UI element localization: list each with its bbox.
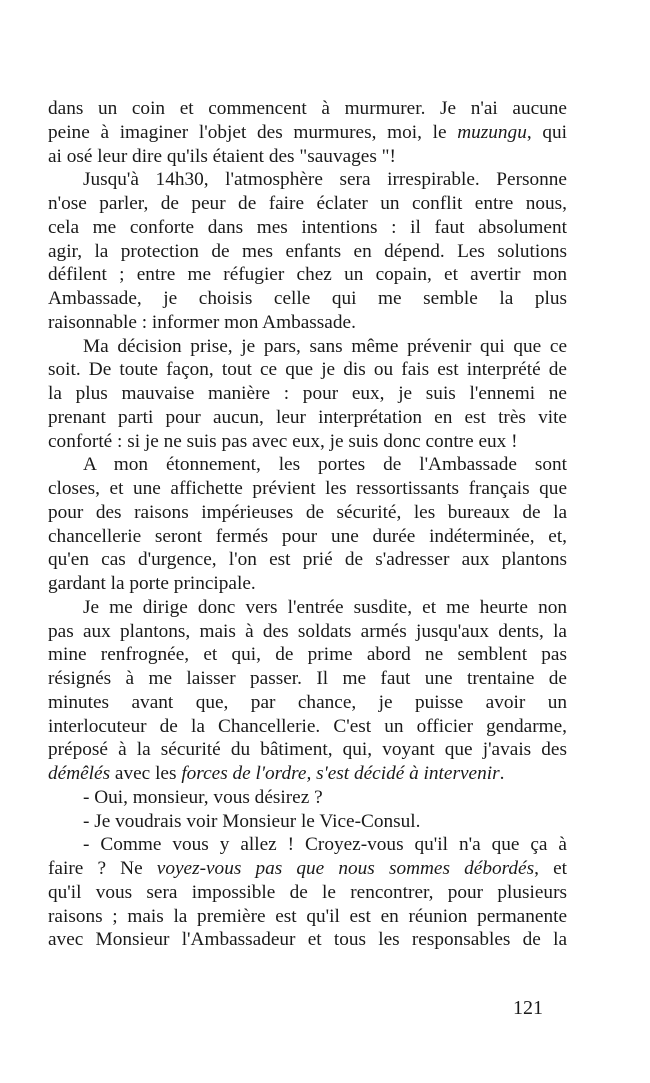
line-content: - Je voudrais voir Monsieur le Vice-Consul. [83,810,421,832]
text-line [48,620,567,644]
paragraph [48,168,567,334]
line-content: démêlés avec les forces de l'ordre, s'est décidé à intervenir. [48,763,505,784]
line-content: A mon étonnement, les portes de l'Ambassade sont [83,454,567,476]
text-line [48,477,567,501]
text-line [48,192,567,216]
line-content: qu'en cas d'urgence, l'on est prié de s'adresser aux plantons [48,549,567,571]
text-line [48,738,567,762]
text-line [48,501,567,525]
line-content: ai osé leur dire qu'ils étaient des "sauvages "! [48,145,396,167]
text-line [48,430,567,454]
text-line [48,382,567,406]
paragraph [48,810,567,834]
line-content: peine à imaginer l'objet des murmures, moi, le muzungu, qui [48,121,567,143]
text-line [48,121,567,145]
line-content: interlocuteur de la Chancellerie. C'est un officier gendarme, [48,715,567,737]
italic-text: voyez-vous pas que nous sommes débordés [156,858,535,879]
paragraph [48,596,567,786]
text-line [48,240,567,264]
text-line [48,643,567,667]
text-line [48,786,567,810]
text-line [48,881,567,905]
line-content: n'ose parler, de peur de faire éclater un conflit entre nous, [48,193,567,214]
text-line [48,97,567,121]
text-line [48,525,567,549]
line-content: dans un coin et commencent à murmurer. Je n'ai aucune [48,98,567,119]
line-content: qu'il vous sera impossible de le rencontrer, pour plusieurs [48,881,567,903]
paragraph [48,335,567,454]
line-content: chancellerie seront fermés pour une durée indéterminée, et, [48,525,567,547]
text-line [48,715,567,739]
text-line [48,548,567,572]
text-line [48,145,567,169]
text-line [48,667,567,691]
text-line [48,216,567,240]
italic-text: muzungu [457,121,527,143]
line-content: closes, et une affichette prévient les ressortissants français que [48,478,567,499]
paragraph [48,833,567,952]
line-content: préposé à la sécurité du bâtiment, qui, voyant que j'avais des [48,739,567,761]
text-line [48,358,567,382]
line-content: cela me conforte dans mes intentions : il faut absolument [48,216,567,238]
text-line [48,762,567,786]
paragraph [48,786,567,810]
text-line [48,928,567,952]
text-line [48,691,567,715]
text-line [48,263,567,287]
text-line [48,406,567,430]
line-content: raisons ; mais la première est qu'il est en réunion permanente [48,905,567,927]
italic-text: démêlés [48,763,111,784]
text-line [48,833,567,857]
text-line [48,453,567,477]
line-content: la plus mauvaise manière : pour eux, je suis l'ennemi ne [48,383,567,404]
line-content: conforté : si je ne suis pas avec eux, je suis donc contre eux ! [48,430,518,452]
line-content: - Oui, monsieur, vous désirez ? [83,786,323,808]
paragraph [48,97,567,168]
text-line [48,810,567,834]
line-content: Je me dirige donc vers l'entrée susdite, et me heurte non [83,596,567,618]
text-line [48,287,567,311]
line-content: soit. De toute façon, tout ce que je dis ou fais est interprété de [48,359,567,381]
text-line [48,335,567,359]
paragraph [48,453,567,596]
text-line [48,168,567,192]
line-content: agir, la protection de mes enfants en dépend. Les solutions [48,240,567,262]
italic-text: forces de l'ordre, s'est décidé à intervenir [181,763,500,784]
line-content: faire ? Ne voyez-vous pas que nous sommes débordés, et [48,858,567,879]
text-line [48,572,567,596]
line-content: pas aux plantons, mais à des soldats armés jusqu'aux dents, la [48,620,567,642]
line-content: Jusqu'à 14h30, l'atmosphère sera irrespirable. Personne [83,169,567,191]
line-content: défilent ; entre me réfugier chez un copain, et avertir mon [48,264,567,286]
line-content: raisonnable : informer mon Ambassade. [48,311,356,333]
body-text [48,97,567,952]
line-content: Ambassade, je choisis celle qui me semble la plus [48,288,567,309]
text-line [48,857,567,881]
text-line [48,311,567,335]
text-line [48,905,567,929]
line-content: résignés à me laisser passer. Il me faut une trentaine de [48,668,567,689]
line-content: avec Monsieur l'Ambassadeur et tous les responsables de la [48,929,567,951]
line-content: pour des raisons impérieuses de sécurité, les bureaux de la [48,501,567,523]
line-content: minutes avant que, par chance, je puisse avoir un [48,691,567,713]
page-number: 121 [513,997,543,1019]
line-content: gardant la porte principale. [48,573,256,594]
text-line [48,596,567,620]
line-content: - Comme vous y allez ! Croyez-vous qu'il n'a que ça à [83,834,567,856]
line-content: Ma décision prise, je pars, sans même prévenir qui que ce [83,335,567,357]
line-content: prenant parti pour aucun, leur interprétation en est très vite [48,406,567,428]
line-content: mine renfrognée, et qui, de prime abord ne semblent pas [48,644,567,666]
